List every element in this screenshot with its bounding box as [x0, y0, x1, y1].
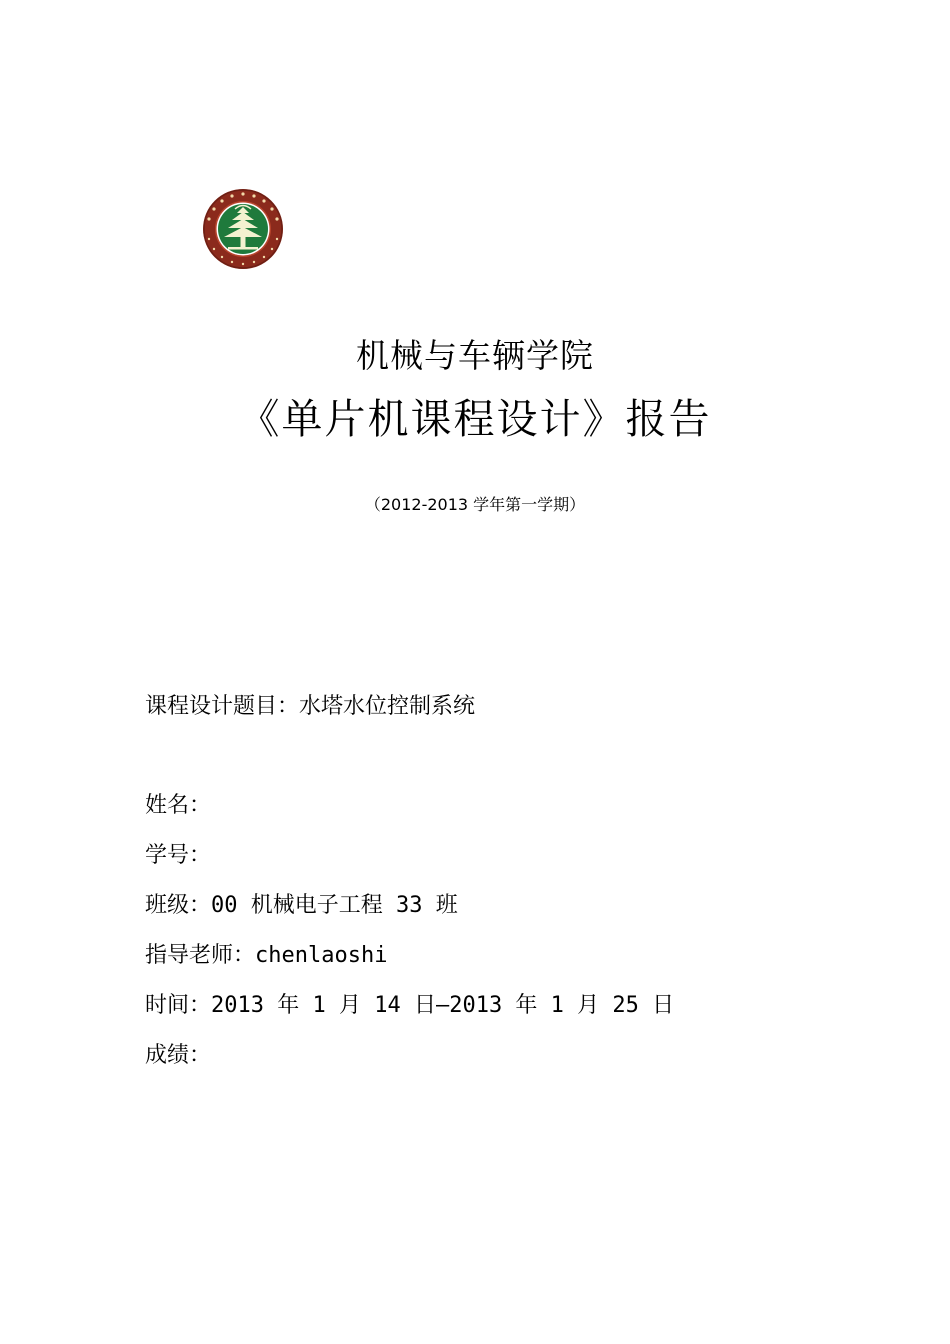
student-id-label: 学号：	[145, 843, 212, 868]
grade-label: 成绩：	[145, 1043, 212, 1068]
advisor-row	[145, 941, 387, 971]
student-name-label: 姓名：	[145, 793, 212, 818]
emblem-icon	[202, 188, 284, 270]
time-value: 2013 年 1 月 14 日—2013 年 1 月 25 日	[211, 993, 675, 1018]
college-name: 机械与车辆学院	[356, 336, 594, 375]
course-topic-label: 课程设计题目：	[145, 694, 300, 719]
class-label: 班级：	[145, 893, 212, 918]
class-value: 00 机械电子工程 33 班	[211, 893, 458, 918]
course-topic-value: 水塔水位控制系统	[299, 694, 476, 719]
course-topic-row	[145, 692, 475, 722]
semester-label: （2012-2013 学年第一学期）	[364, 495, 586, 514]
class-row	[145, 891, 458, 921]
time-row	[145, 991, 674, 1021]
advisor-value: chenlaoshi	[255, 943, 388, 968]
school-emblem-logo	[202, 188, 284, 270]
grade-row	[145, 1041, 211, 1071]
advisor-label: 指导老师：	[145, 943, 256, 968]
student-name-row	[145, 791, 211, 821]
report-title: 《单片机课程设计》报告	[238, 395, 712, 443]
student-id-row	[145, 841, 211, 871]
time-label: 时间：	[145, 993, 212, 1018]
